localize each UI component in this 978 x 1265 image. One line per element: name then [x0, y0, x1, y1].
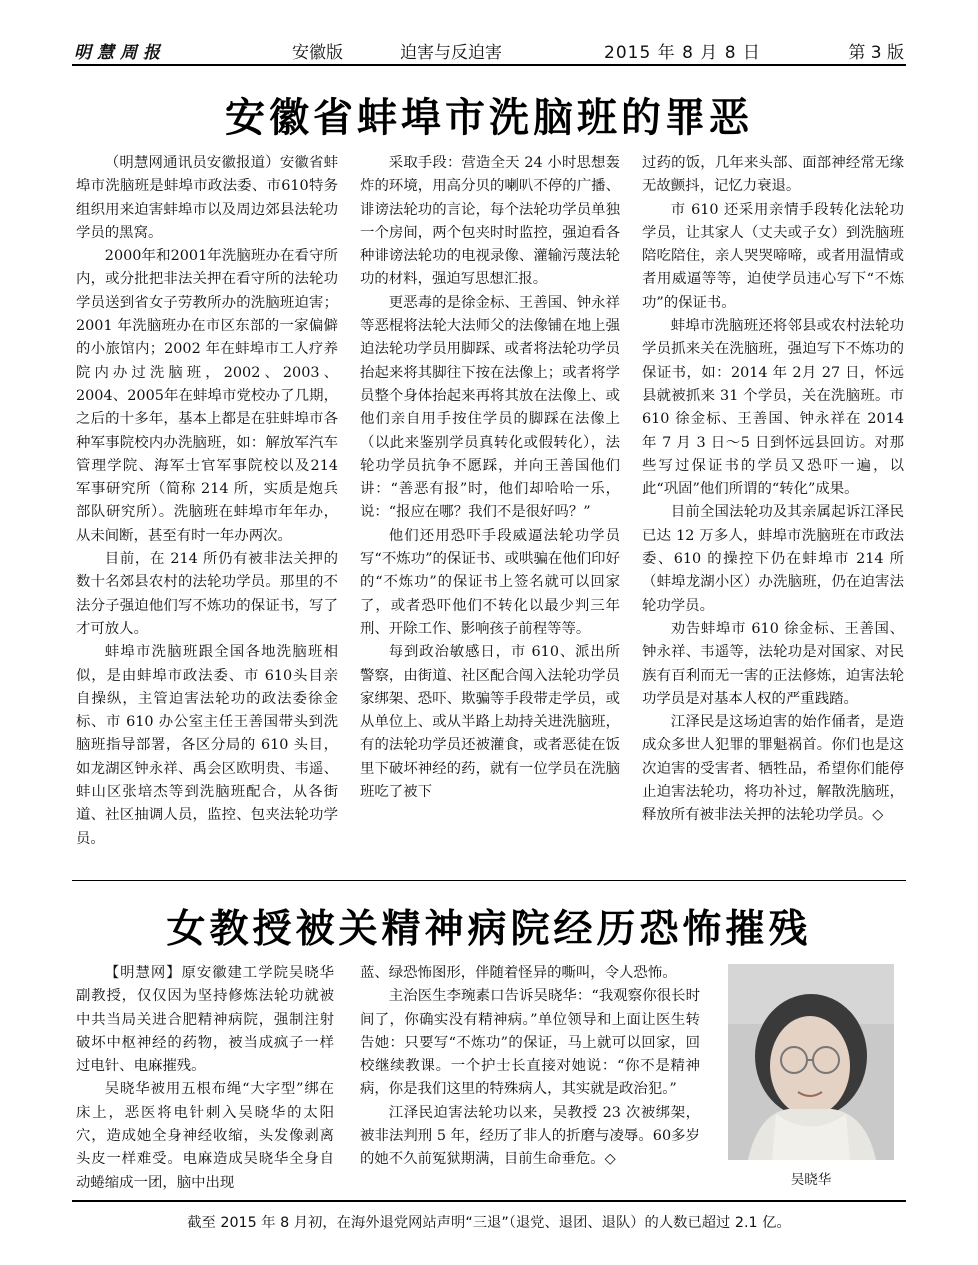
masthead-rule — [72, 64, 906, 66]
paragraph: 江泽民是这场迫害的始作俑者，是造成众多世人犯罪的罪魁祸首。你们也是这次迫害的受害者、牺牲品，希望你们能停止迫害法轮功，将功补过，解散洗脑班，释放所有被非法关押的法轮功学员。◇ — [642, 714, 904, 824]
edition-label: 安徽版 — [292, 43, 343, 63]
paragraph: 采取手段：营造全天 24 小时思想轰炸的环境，用高分贝的喇叭不停的广播、诽谤法轮功的言论，每个法轮功学员单独一个房间，两个包夹时时监控，强迫看各种诽谤法轮功的电视录像、灌输污蔑法轮功的材料，强迫写思想汇报。 — [360, 155, 620, 288]
paragraph: 市 610 还采用亲情手段转化法轮功学员，让其家人（丈夫或子女）到洗脑班陪吃陪住，亲人哭哭啼啼，或者用温情或者用威逼等等，迫使学员违心写下“不炼功”的保证书。 — [642, 201, 904, 311]
paragraph: 每到政治敏感日，市 610、派出所警察，由街道、社区配合闯入法轮功学员家绑架、恐吓、欺骗等手段带走学员，或从单位上、或从半路上劫持关进洗脑班，有的法轮功学员还被灌食，或者恶徒在饭里下破坏神经的药，就有一位学员在洗脑班吃了被下 — [360, 644, 620, 801]
article-divider — [72, 880, 906, 881]
paper-name: 明慧周报 — [74, 43, 166, 63]
paragraph: （明慧网通讯员安徽报道）安徽省蚌埠市洗脑班是蚌埠市政法委、市610特务组织用来迫害蚌埠市以及周边郊县法轮功学员的黑窝。 — [76, 155, 338, 241]
article1-column-3 — [642, 152, 904, 828]
paragraph: 蚌埠市洗脑班还将邻县或农村法轮功学员抓来关在洗脑班，强迫写下不炼功的保证书，如：2014 年 2月 27 日，怀远县就被抓来 31 个学员，关在洗脑班。市 610 徐金标、王善国、钟永祥在 2014 年 7 月 3 日～5 日到怀远县回访。对那些写过保证书的学员又恐吓一遍，以此“巩固”他们所谓的“转化”成果。 — [642, 318, 904, 498]
paragraph: 他们还用恐吓手段威逼法轮功学员写“不炼功”的保证书、或哄骗在他们印好的“不炼功”的保证书上签名就可以回家了，或者恐吓他们不转化以最少判三年刑、开除工作、影响孩子前程等等。 — [360, 527, 620, 637]
paragraph: 2000年和2001年洗脑班办在看守所内，或分批把非法关押在看守所的法轮功学员送到省女子劳教所办的洗脑班迫害；2001 年洗脑班办在市区东部的一家偏僻的小旅馆内；2002 年在蚌埠市工人疗养院内办过洗脑班，2002、2003、2004、2005年在蚌埠市党校办了几期，之后的十多年，基本上都是在驻蚌埠市各种军事院校内办洗脑班，如：解放军汽车管理学院、海军士官军事院校以及214 军事研究所（简称 214 所，实质是炮兵部队研究所）。洗脑班在蚌埠市年年办，从未间断，甚至有时一年办两次。 — [76, 248, 338, 544]
issue-date: 2015 年 8 月 8 日 — [604, 43, 761, 63]
paragraph: 更恶毒的是徐金标、王善国、钟永祥等恶棍将法轮大法师父的法像铺在地上强迫法轮功学员用脚踩、或者将法轮功学员抬起来将其脚往下按在法像上；或者将学员整个身体抬起来再将其放在法像上、或他们亲自用手按住学员的脚踩在法像上（以此来鉴别学员真转化或假转化），法轮功学员抗争不愿踩，并向王善国他们讲：“善恶有报”时，他们却哈哈一乐，说：“报应在哪？我们不是很好吗？” — [360, 294, 620, 521]
article1-headline: 安徽省蚌埠市洗脑班的罪恶 — [225, 94, 753, 141]
paragraph: 蓝、绿恐怖图形，伴随着怪异的嘶叫，令人恐怖。 — [360, 965, 677, 981]
paragraph: 吴晓华被用五根布绳“大字型”绑在床上，恶医将电针刺入吴晓华的太阳穴，造成她全身神经收缩，头发像剥离头皮一样难受。电麻造成吴晓华全身自动蜷缩成一团，脑中出现 — [76, 1081, 334, 1191]
footer-rule — [72, 1200, 906, 1202]
paragraph: 【明慧网】原安徽建工学院吴晓华副教授，仅仅因为坚持修炼法轮功就被中共当局关进合肥精神病院，强制注射破坏中枢神经的药物，被当成疯子一样过电针、电麻摧残。 — [76, 965, 334, 1075]
footer-notice: 截至 2015 年 8 月初，在海外退党网站声明“三退”（退党、退团、退队）的人数已超过 2.1 亿。 — [187, 1215, 791, 1231]
article1-column-1 — [76, 152, 338, 851]
paragraph: 主治医生李琬素口告诉吴晓华：“我观察你很长时间了，你确实没有精神病。”单位领导和上面让医生转告她：只要写“不炼功”的保证，马上就可以回家，回校继续教课。一个护士长直接对她说：“你不是精神病，你是我们这里的特殊病人，其实就是政治犯。” — [360, 988, 700, 1098]
paragraph: 目前，在 214 所仍有被非法关押的数十名郊县农村的法轮功学员。那里的不法分子强迫他们写不炼功的保证书，写了才可放人。 — [76, 551, 338, 637]
paragraph: 蚌埠市洗脑班跟全国各地洗脑班相似，是由蚌埠市政法委、市 610头目亲自操纵，主管迫害法轮功的政法委徐金标、市 610 办公室主任王善国带头到洗脑班指导部署，各区分局的 610 头目，如龙湖区钟永祥、禹会区欧明贵、韦遥、蚌山区张培杰等到洗脑班配合，从各街道、社区抽调人员，监控、包夹法轮功学员。 — [76, 644, 338, 847]
portrait-photo — [728, 964, 894, 1160]
article2-column-1 — [76, 962, 334, 1195]
article2-column-2 — [360, 962, 700, 1172]
masthead — [74, 38, 904, 62]
article1-column-2 — [360, 152, 620, 804]
page-number: 第 3 版 — [848, 43, 904, 63]
paragraph: 过药的饭，几年来头部、面部神经常无缘无故颤抖，记忆力衰退。 — [642, 155, 904, 195]
section-label: 迫害与反迫害 — [400, 43, 502, 63]
article2-headline: 女教授被关精神病院经历恐怖摧残 — [166, 906, 812, 952]
paragraph: 江泽民迫害法轮功以来，吴教授 23 次被绑架，被非法判刑 5 年，经历了非人的折磨与凌辱。60多岁的她不久前冤狱期满，目前生命垂危。◇ — [360, 1104, 700, 1168]
paragraph: 劝告蚌埠市 610 徐金标、王善国、钟永祥、韦遥等，法轮功是对国家、对民族有百利而无一害的正法修炼，迫害法轮功学员是对基本人权的严重践踏。 — [642, 620, 904, 707]
photo-caption: 吴晓华 — [790, 1172, 832, 1188]
paragraph: 目前全国法轮功及其亲属起诉江泽民已达 12 万多人，蚌埠市洗脑班在市政法委、610 的操控下仍在蚌埠市 214 所（蚌埠龙湖小区）办洗脑班，仍在迫害法轮功学员。 — [642, 504, 904, 614]
